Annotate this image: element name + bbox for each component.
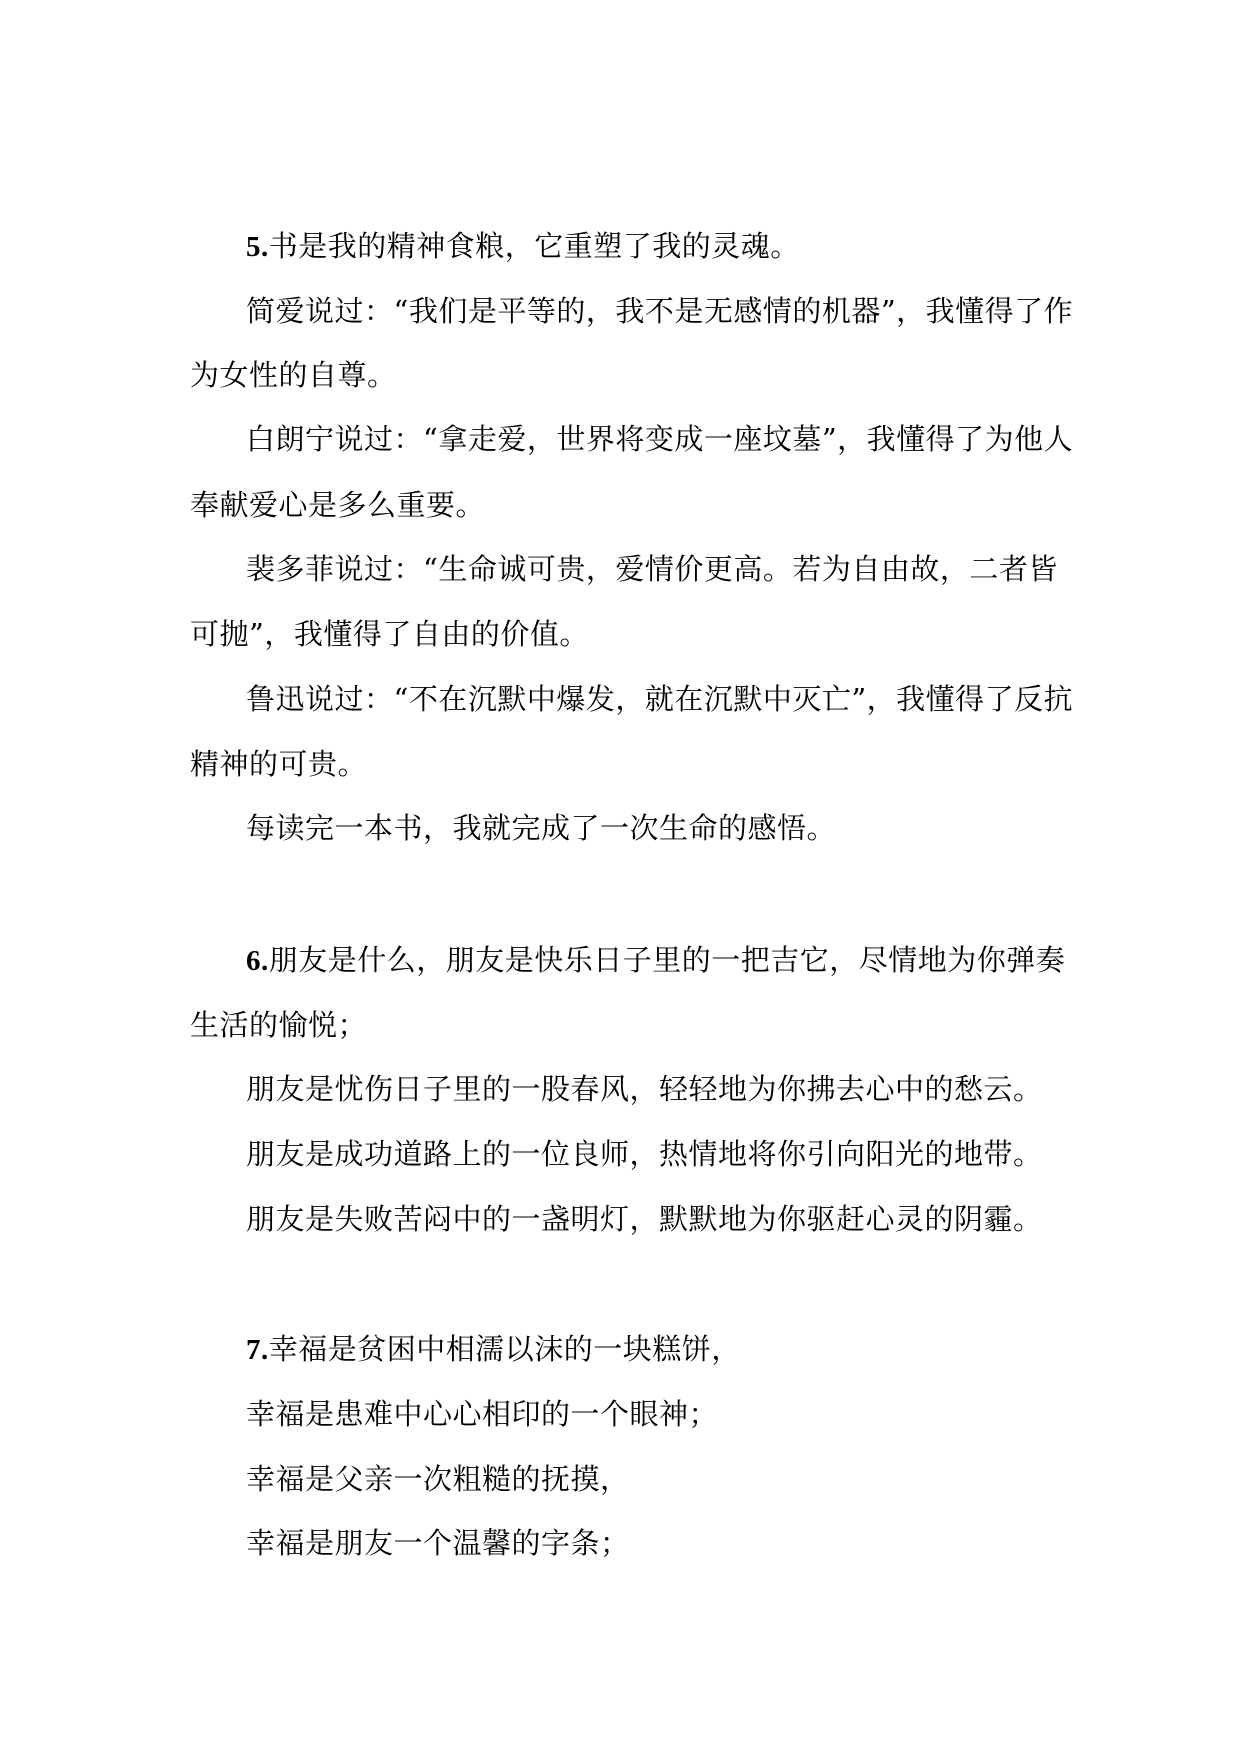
paragraph-line: 每读完一本书，我就完成了一次生命的感悟。 (246, 811, 837, 845)
paragraph-line: 为女性的自尊。 (190, 358, 397, 392)
paragraph-line: 幸福是朋友一个温馨的字条； (246, 1526, 630, 1560)
paragraph-line: 简爱说过：“我们是平等的，我不是无感情的机器”，我懂得了作 (246, 294, 1074, 328)
section-6-number: 6. (246, 945, 269, 977)
paragraph-line: 白朗宁说过：“拿走爱，世界将变成一座坟墓”，我懂得了为他人 (246, 422, 1074, 456)
paragraph-line: 可抛”，我懂得了自由的价值。 (190, 617, 589, 651)
paragraph-line: 幸福是患难中心心相印的一个眼神； (246, 1397, 719, 1431)
section-7-heading (246, 1329, 1070, 1369)
paragraph-line: 生活的愉悦； (190, 1008, 368, 1042)
paragraph-line: 朋友是忧伤日子里的一股春风，轻轻地为你拂去心中的愁云。 (246, 1072, 1043, 1106)
paragraph-line: 朋友是成功道路上的一位良师，热情地将你引向阳光的地带。 (246, 1137, 1043, 1171)
paragraph-line: 精神的可贵。 (190, 747, 368, 781)
paragraph-line: 鲁迅说过：“不在沉默中爆发，就在沉默中灭亡”，我懂得了反抗 (246, 682, 1074, 716)
section-5-heading (246, 226, 1070, 266)
section-5-number: 5. (246, 231, 269, 263)
paragraph-line: 朋友是失败苦闷中的一盏明灯，默默地为你驱赶心灵的阴霾。 (246, 1202, 1043, 1236)
section-7-heading-text: 幸福是贫困中相濡以沫的一块糕饼， (268, 1332, 741, 1366)
paragraph-line: 奉献爱心是多么重要。 (190, 488, 486, 522)
paragraph-line: 幸福是父亲一次粗糙的抚摸， (246, 1462, 630, 1496)
section-5-heading-text: 书是我的精神食粮，它重塑了我的灵魂。 (268, 229, 800, 263)
section-6-heading-text: 朋友是什么，朋友是快乐日子里的一把吉它，尽情地为你弹奏 (268, 943, 1066, 977)
section-6-heading (246, 940, 1070, 980)
section-7-number: 7. (246, 1334, 269, 1366)
paragraph-line: 裴多菲说过：“生命诚可贵，爱情价更高。若为自由故，二者皆 (246, 552, 1058, 586)
